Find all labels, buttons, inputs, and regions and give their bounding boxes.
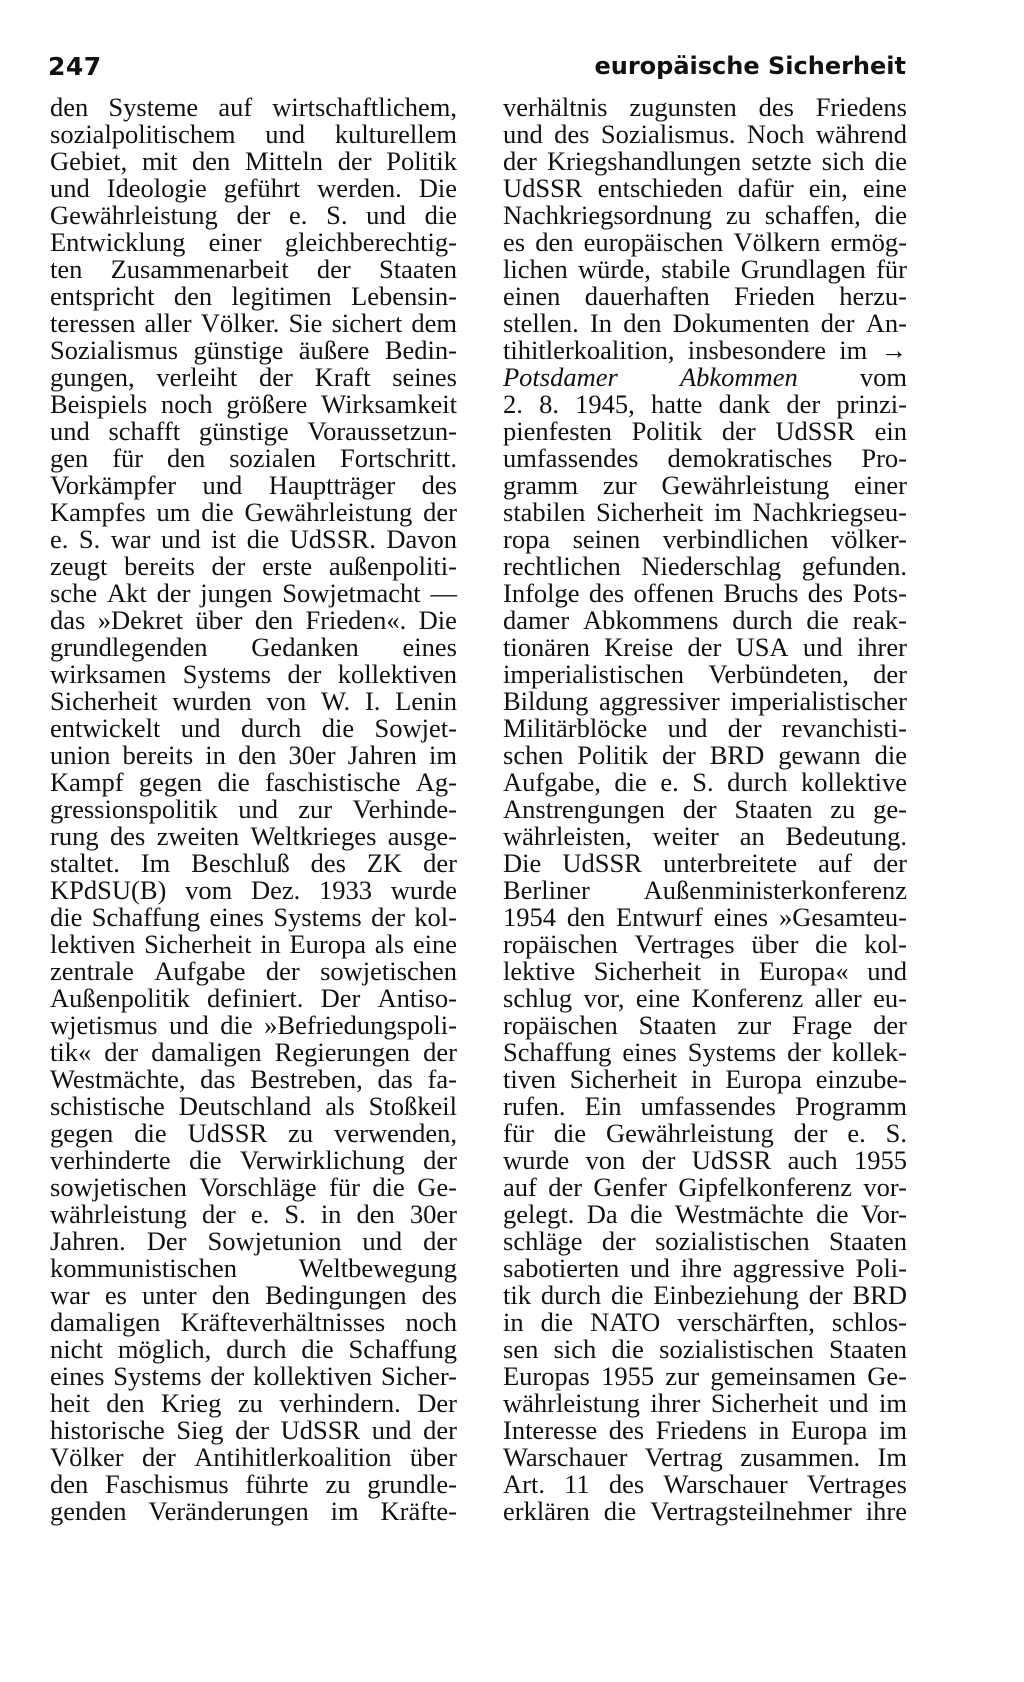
text-line: damaligen Kräfteverhältnisses noch — [50, 1307, 457, 1337]
text-line: es den europäischen Völkern ermög- — [503, 227, 907, 257]
text-line: Nachkriegsordnung zu schaffen, die — [503, 200, 907, 230]
text-line: Beispiels noch größere Wirksamkeit — [50, 389, 457, 419]
text-line: gelegt. Da die Westmächte die Vor- — [503, 1199, 907, 1229]
page-header — [48, 52, 906, 86]
text-line: die Schaffung eines Systems der kol- — [50, 902, 457, 932]
text-line: Militärblöcke und der revanchisti- — [503, 713, 907, 743]
text-line: gegen die UdSSR zu verwenden, — [50, 1118, 457, 1148]
text-line: Berliner Außenministerkonferenz — [503, 875, 907, 905]
text-line: e. S. war und ist die UdSSR. Davon — [50, 524, 457, 554]
text-line: kommunistischen Weltbewegung — [50, 1253, 457, 1283]
text-line: erklären die Vertragsteilnehmer ihre — [503, 1496, 907, 1526]
text-line: stellen. In den Dokumenten der An- — [503, 308, 907, 338]
text-line: war es unter den Bedingungen des — [50, 1280, 457, 1310]
text-line: der Kriegshandlungen setzte sich die — [503, 146, 907, 176]
text-line: Aufgabe, die e. S. durch kollektive — [503, 767, 907, 797]
text-line: Entwicklung einer gleichberechtig- — [50, 227, 457, 257]
text-line: genden Veränderungen im Kräfte- — [50, 1496, 457, 1526]
text-line: wirksamen Systems der kollektiven — [50, 659, 457, 689]
text-line: zeugt bereits der erste außenpoliti- — [50, 551, 457, 581]
text-line: Europas 1955 zur gemeinsamen Ge- — [503, 1361, 907, 1391]
text-line: Sicherheit wurden von W. I. Lenin — [50, 686, 457, 716]
text-line: imperialistischen Verbündeten, der — [503, 659, 907, 689]
text-line: stabilen Sicherheit im Nachkriegseu- — [503, 497, 907, 527]
text-line: rung des zweiten Weltkrieges ausge- — [50, 821, 457, 851]
text-column-left — [50, 94, 457, 1525]
text-line: und des Sozialismus. Noch während — [503, 119, 907, 149]
text-line: Westmächte, das Bestreben, das fa- — [50, 1064, 457, 1094]
text-line: Gebiet, mit den Mitteln der Politik — [50, 146, 457, 176]
text-line: rechtlichen Niederschlag gefunden. — [503, 551, 907, 581]
text-line: 2. 8. 1945, hatte dank der prinzi- — [503, 389, 907, 419]
text-line: tik« der damaligen Regierungen der — [50, 1037, 457, 1067]
text-line: wurde von der UdSSR auch 1955 — [503, 1145, 907, 1175]
text-line: entwickelt und durch die Sowjet- — [50, 713, 457, 743]
text-line: den Systeme auf wirtschaftlichem, — [50, 92, 457, 122]
text-line: ropäischen Staaten zur Frage der — [503, 1010, 907, 1040]
text-line: staltet. Im Beschluß des ZK der — [50, 848, 457, 878]
text-line: Vorkämpfer und Hauptträger des — [50, 470, 457, 500]
text-line: Gewährleistung der e. S. und die — [50, 200, 457, 230]
text-line: UdSSR entschieden dafür ein, eine — [503, 173, 907, 203]
text-line: entspricht den legitimen Lebensin- — [50, 281, 457, 311]
text-line: Interesse des Friedens in Europa im — [503, 1415, 907, 1445]
text-line: währleisten, weiter an Bedeutung. — [503, 821, 907, 851]
text-line: wjetismus und die »Befriedungspoli- — [50, 1010, 457, 1040]
text-line: Jahren. Der Sowjetunion und der — [50, 1226, 457, 1256]
text-line: historische Sieg der UdSSR und der — [50, 1415, 457, 1445]
text-line: Die UdSSR unterbreitete auf der — [503, 848, 907, 878]
text-line: tik durch die Einbeziehung der BRD — [503, 1280, 907, 1310]
text-line: lektiven Sicherheit in Europa als eine — [50, 929, 457, 959]
running-head: europäische Sicherheit — [594, 52, 906, 80]
text-line: Schaffung eines Systems der kollek- — [503, 1037, 907, 1067]
text-line: lektive Sicherheit in Europa« und — [503, 956, 907, 986]
text-line: pienfesten Politik der UdSSR ein — [503, 416, 907, 446]
text-line: Völker der Antihitlerkoalition über — [50, 1442, 457, 1472]
text-line: schen Politik der BRD gewann die — [503, 740, 907, 770]
text-line: ropäischen Vertrages über die kol- — [503, 929, 907, 959]
text-line: rufen. Ein umfassendes Programm — [503, 1091, 907, 1121]
text-line: grundlegenden Gedanken eines — [50, 632, 457, 662]
text-line: und Ideologie geführt werden. Die — [50, 173, 457, 203]
text-line: ten Zusammenarbeit der Staaten — [50, 254, 457, 284]
text-line: heit den Krieg zu verhindern. Der — [50, 1388, 457, 1418]
text-line: schlug vor, eine Konferenz aller eu- — [503, 983, 907, 1013]
text-line: ropa seinen verbindlichen völker- — [503, 524, 907, 554]
text-line: Infolge des offenen Bruchs des Pots- — [503, 578, 907, 608]
text-line: sen sich die sozialistischen Staaten — [503, 1334, 907, 1364]
text-line: währleistung ihrer Sicherheit und im — [503, 1388, 907, 1418]
text-line: Kampfes um die Gewährleistung der — [50, 497, 457, 527]
text-line: verhältnis zugunsten des Friedens — [503, 92, 907, 122]
text-line: schistische Deutschland als Stoßkeil — [50, 1091, 457, 1121]
text-line: Warschauer Vertrag zusammen. Im — [503, 1442, 907, 1472]
text-line: gen für den sozialen Fortschritt. — [50, 443, 457, 473]
text-line: nicht möglich, durch die Schaffung — [50, 1334, 457, 1364]
text-line: auf der Genfer Gipfelkonferenz vor- — [503, 1172, 907, 1202]
text-line: tionären Kreise der USA und ihrer — [503, 632, 907, 662]
text-line: gressionspolitik und zur Verhinde- — [50, 794, 457, 824]
text-line: sozialpolitischem und kulturellem — [50, 119, 457, 149]
text-line: sabotierten und ihre aggressive Poli- — [503, 1253, 907, 1283]
text-line: Potsdamer Abkommen vom — [503, 362, 907, 392]
page-number: 247 — [48, 52, 102, 81]
text-line: gramm zur Gewährleistung einer — [503, 470, 907, 500]
text-line: umfassendes demokratisches Pro- — [503, 443, 907, 473]
text-line: zentrale Aufgabe der sowjetischen — [50, 956, 457, 986]
text-line: Sozialismus günstige äußere Bedin- — [50, 335, 457, 365]
text-line: damer Abkommens durch die reak- — [503, 605, 907, 635]
text-line: sche Akt der jungen Sowjetmacht — — [50, 578, 457, 608]
text-line: KPdSU(B) vom Dez. 1933 wurde — [50, 875, 457, 905]
text-line: gungen, verleiht der Kraft seines — [50, 362, 457, 392]
text-line: 1954 den Entwurf eines »Gesamteu- — [503, 902, 907, 932]
text-line: Anstrengungen der Staaten zu ge- — [503, 794, 907, 824]
text-line: verhinderte die Verwirklichung der — [50, 1145, 457, 1175]
text-line: währleistung der e. S. in den 30er — [50, 1199, 457, 1229]
text-line: und schafft günstige Voraussetzun- — [50, 416, 457, 446]
text-line: das »Dekret über den Frieden«. Die — [50, 605, 457, 635]
text-line: einen dauerhaften Frieden herzu- — [503, 281, 907, 311]
text-line: schläge der sozialistischen Staaten — [503, 1226, 907, 1256]
text-line: den Faschismus führte zu grundle- — [50, 1469, 457, 1499]
text-line: teressen aller Völker. Sie sichert dem — [50, 308, 457, 338]
text-line: Außenpolitik definiert. Der Antiso- — [50, 983, 457, 1013]
text-line: Kampf gegen die faschistische Ag- — [50, 767, 457, 797]
text-line: lichen würde, stabile Grundlagen für — [503, 254, 907, 284]
text-line: tiven Sicherheit in Europa einzube- — [503, 1064, 907, 1094]
text-line: Art. 11 des Warschauer Vertrages — [503, 1469, 907, 1499]
text-line: tihitlerkoalition, insbesondere im → — [503, 335, 907, 365]
text-line: union bereits in den 30er Jahren im — [50, 740, 457, 770]
text-line: für die Gewährleistung der e. S. — [503, 1118, 907, 1148]
text-line: Bildung aggressiver imperialistischer — [503, 686, 907, 716]
text-column-right — [503, 94, 907, 1525]
text-line: eines Systems der kollektiven Sicher- — [50, 1361, 457, 1391]
text-line: in die NATO verschärften, schlos- — [503, 1307, 907, 1337]
text-line: sowjetischen Vorschläge für die Ge- — [50, 1172, 457, 1202]
